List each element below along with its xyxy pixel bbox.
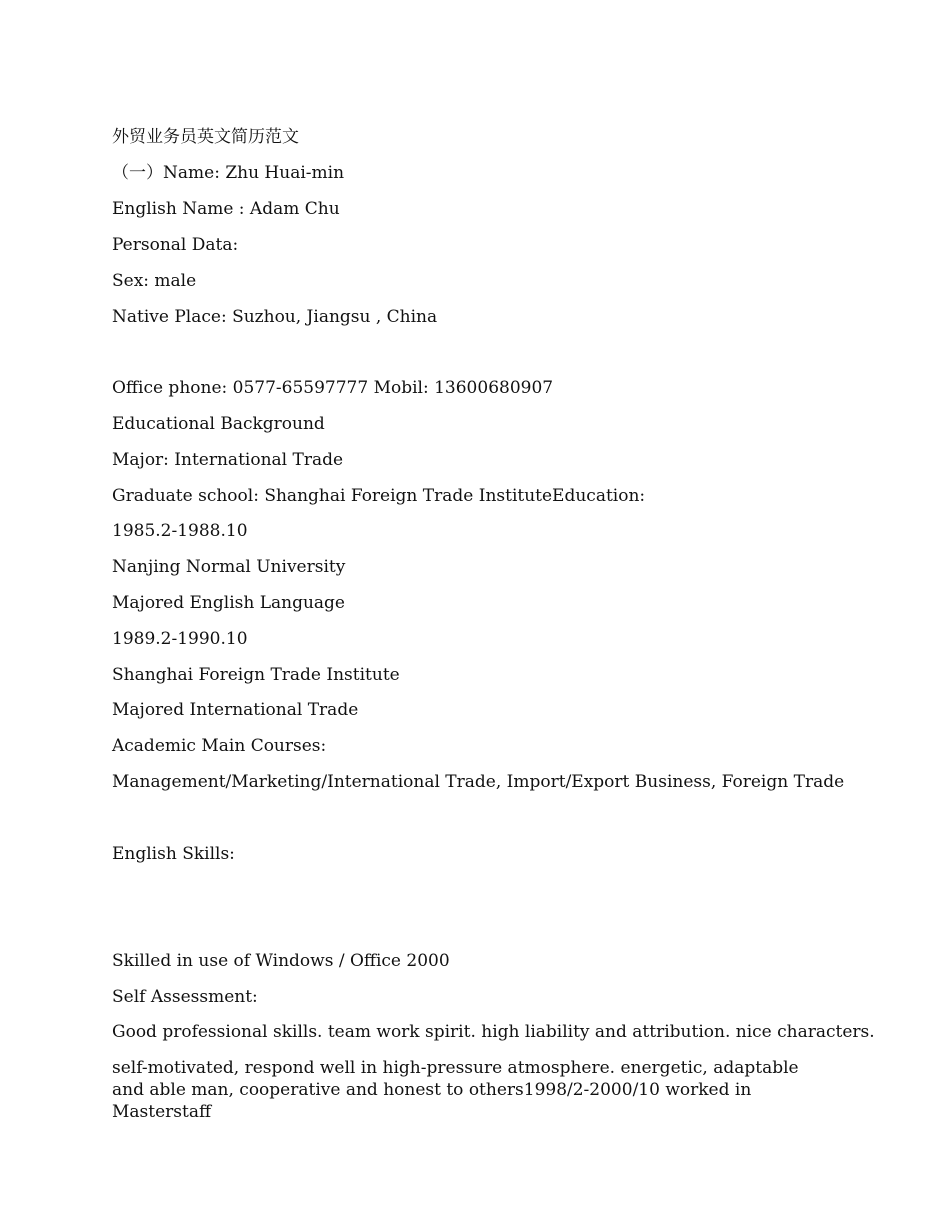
- native-place-line: Native Place: Suzhou, Jiangsu , China: [112, 307, 438, 327]
- edu1-period: 1985.2-1988.10: [112, 521, 248, 541]
- edu2-school: Shanghai Foreign Trade Institute: [112, 665, 400, 685]
- self-assessment-line-2: self-motivated, respond well in high-pressure atmosphere. energetic, adaptable and able man, cooperative and honest to others1998/2-2000/10 worked in Masterstaff: [112, 1058, 799, 1122]
- english-name-line: English Name : Adam Chu: [112, 199, 340, 219]
- self-assessment-line-1: Good professional skills. team work spirit. high liability and attribution. nice characters.: [112, 1022, 875, 1042]
- edu1-major: Majored English Language: [112, 593, 345, 613]
- edu1-school: Nanjing Normal University: [112, 557, 346, 577]
- english-skills-heading: English Skills:: [112, 844, 235, 864]
- document-title: 外贸业务员英文简历范文: [112, 127, 299, 147]
- courses-heading: Academic Main Courses:: [112, 736, 327, 756]
- contact-line: Office phone: 0577-65597777 Mobil: 13600680907: [112, 378, 554, 398]
- edu2-period: 1989.2-1990.10: [112, 629, 248, 649]
- edu2-major: Majored International Trade: [112, 700, 359, 720]
- personal-data-heading: Personal Data:: [112, 235, 239, 255]
- computer-skills-line: Skilled in use of Windows / Office 2000: [112, 951, 450, 971]
- major-line: Major: International Trade: [112, 450, 344, 470]
- education-heading: Educational Background: [112, 414, 325, 434]
- courses-line: Management/Marketing/International Trade, Import/Export Business, Foreign Trade: [112, 772, 845, 792]
- sex-line: Sex: male: [112, 271, 197, 291]
- self-assessment-heading: Self Assessment:: [112, 987, 258, 1007]
- graduate-school-line: Graduate school: Shanghai Foreign Trade InstituteEducation:: [112, 486, 646, 506]
- name-line: （一）Name: Zhu Huai-min: [112, 163, 345, 183]
